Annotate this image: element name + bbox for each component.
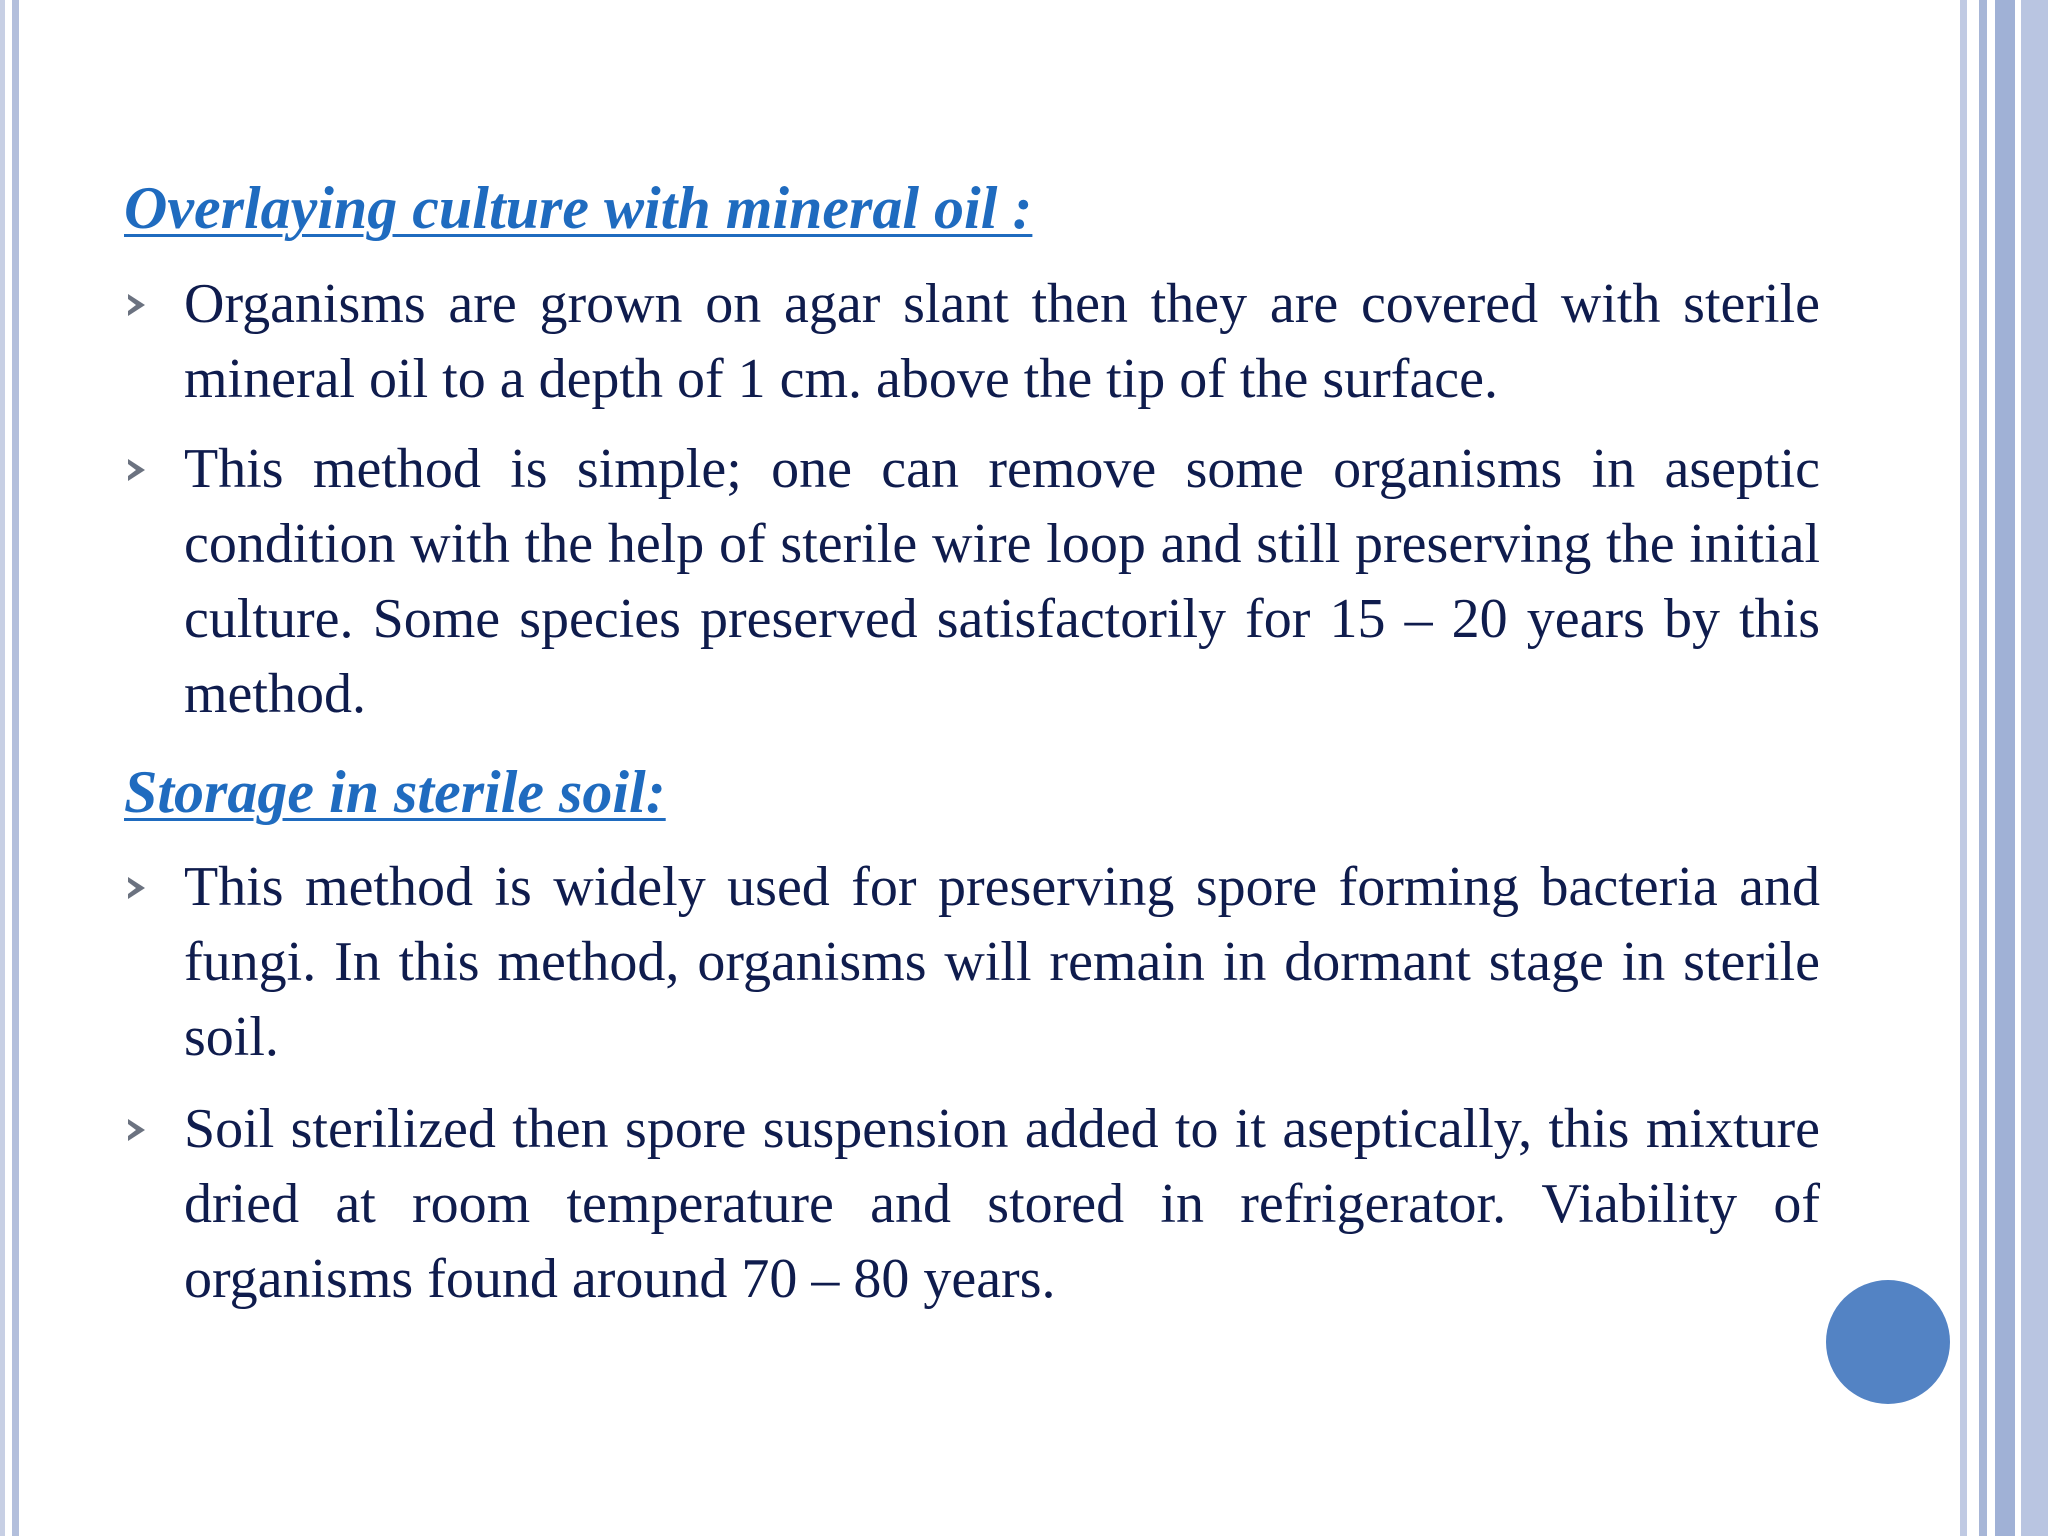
decorative-circle: [1826, 1280, 1950, 1404]
arrowhead-bullet-icon: [128, 294, 145, 316]
section-heading-storage-sterile-soil: Storage in sterile soil:: [124, 759, 666, 825]
right-decorative-stripe: [1960, 0, 1967, 1536]
section-heading-overlaying-culture: Overlaying culture with mineral oil :: [124, 175, 1033, 241]
bullet-item: [184, 1092, 1820, 1317]
left-border-line: [12, 0, 19, 1536]
bullet-item: [184, 267, 1820, 417]
left-border-line: [0, 0, 5, 1536]
arrowhead-bullet-icon: [128, 1119, 145, 1141]
right-decorative-stripe: [1995, 0, 2015, 1536]
right-decorative-stripe: [2021, 0, 2048, 1536]
right-decorative-stripe: [1979, 0, 1987, 1536]
arrowhead-bullet-icon: [128, 877, 145, 899]
bullet-text: This method is widely used for preserving spore forming bacteria and fungi. In this method, organisms will remain in dormant stage in sterile soil.: [184, 856, 1820, 1068]
bullet-text: Soil sterilized then spore suspension added to it aseptically, this mixture dried at room temperature and stored in refrigerator. Viability of organisms found around 70 – 80 years.: [184, 1098, 1820, 1310]
bullet-text: This method is simple; one can remove some organisms in aseptic condition with the help of sterile wire loop and still preserving the initial culture. Some species preserved satisfactorily for 15 – 20 years by this method.: [184, 438, 1820, 725]
bullet-text: Organisms are grown on agar slant then they are covered with sterile mineral oil to a depth of 1 cm. above the tip of the surface.: [184, 273, 1820, 410]
arrowhead-bullet-icon: [128, 459, 145, 481]
bullet-item: [184, 432, 1820, 732]
bullet-item: [184, 850, 1820, 1075]
